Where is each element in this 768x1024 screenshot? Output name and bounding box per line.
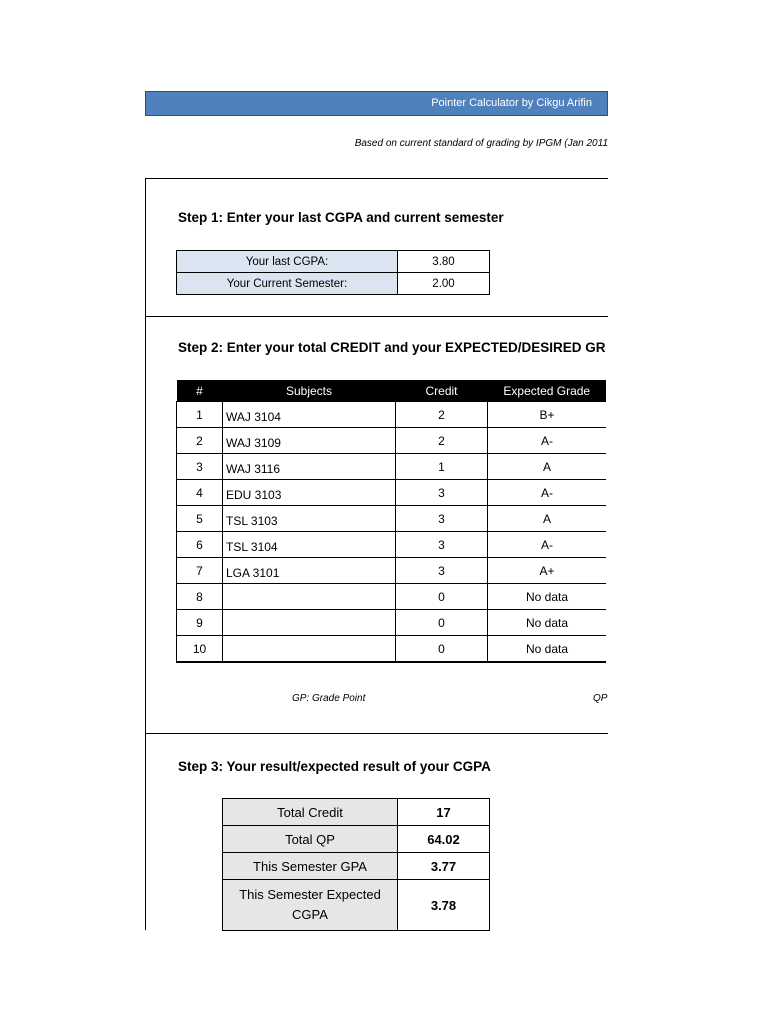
grade-input[interactable]: A- [488,532,607,558]
row-number: 3 [177,454,223,480]
grade-input[interactable]: A [488,454,607,480]
table-row [177,558,607,584]
table-header-row [177,380,607,402]
grading-standard-note: Based on current standard of grading by IPGM (Jan 2011 [354,138,608,149]
grade-input[interactable]: A [488,506,607,532]
grade-input[interactable]: A- [488,428,607,454]
grade-input[interactable]: No data [488,636,607,663]
result-table [222,798,490,931]
step2-heading: Step 2: Enter your total CREDIT and your EXPECTED/DESIRED GR [178,340,606,355]
current-semester-input[interactable]: 2.00 [398,273,490,295]
table-row [177,428,607,454]
section-divider-step3 [145,733,608,734]
column-header-credit: Credit [396,380,488,402]
calculator-title: Pointer Calculator by Cikgu Arifin [145,91,608,116]
table-row [177,251,490,273]
subject-input[interactable]: TSL 3103 [223,506,396,532]
expected-cgpa-value: 3.78 [398,880,490,931]
credit-input[interactable]: 0 [396,636,488,663]
table-row [177,636,607,663]
row-number: 9 [177,610,223,636]
grade-point-note: GP: Grade Point [292,693,366,704]
current-semester-label: Your Current Semester: [177,273,398,295]
step3-heading: Step 3: Your result/expected result of your CGPA [178,759,491,774]
subject-input[interactable]: LGA 3101 [223,558,396,584]
row-number: 6 [177,532,223,558]
table-row [223,826,490,853]
grade-input[interactable]: B+ [488,402,607,428]
subject-input[interactable] [223,636,396,663]
subject-input[interactable]: WAJ 3109 [223,428,396,454]
column-header-subjects: Subjects [223,380,396,402]
subjects-table [176,380,606,663]
table-row [223,880,490,931]
credit-input[interactable]: 0 [396,584,488,610]
row-number: 7 [177,558,223,584]
section-divider-step2 [145,316,608,317]
grade-input[interactable]: No data [488,584,607,610]
row-number: 4 [177,480,223,506]
total-credit-label: Total Credit [223,799,398,826]
credit-input[interactable]: 2 [396,402,488,428]
credit-input[interactable]: 2 [396,428,488,454]
table-row [223,853,490,880]
total-qp-value: 64.02 [398,826,490,853]
credit-input[interactable]: 3 [396,532,488,558]
last-cgpa-input[interactable]: 3.80 [398,251,490,273]
table-row [177,532,607,558]
credit-input[interactable]: 3 [396,480,488,506]
credit-input[interactable]: 1 [396,454,488,480]
row-number: 1 [177,402,223,428]
table-row [177,454,607,480]
row-number: 8 [177,584,223,610]
subject-input[interactable]: WAJ 3104 [223,402,396,428]
semester-gpa-label: This Semester GPA [223,853,398,880]
credit-input[interactable]: 3 [396,558,488,584]
credit-input[interactable]: 3 [396,506,488,532]
table-row [177,402,607,428]
table-row [177,584,607,610]
subject-input[interactable] [223,584,396,610]
subject-input[interactable] [223,610,396,636]
total-credit-value: 17 [398,799,490,826]
table-row [177,480,607,506]
column-header-expected-grade: Expected Grade [488,380,607,402]
subject-input[interactable]: TSL 3104 [223,532,396,558]
grade-input[interactable]: A- [488,480,607,506]
step1-heading: Step 1: Enter your last CGPA and current semester [178,210,504,225]
table-row [223,799,490,826]
table-row [177,610,607,636]
grade-input[interactable]: A+ [488,558,607,584]
expected-cgpa-label: This Semester Expected CGPA [223,880,398,931]
quality-point-note: QP [593,693,608,704]
subject-input[interactable]: WAJ 3116 [223,454,396,480]
subject-input[interactable]: EDU 3103 [223,480,396,506]
section-divider-top [145,178,608,179]
row-number: 2 [177,428,223,454]
semester-gpa-value: 3.77 [398,853,490,880]
last-cgpa-label: Your last CGPA: [177,251,398,273]
cgpa-input-table [176,250,490,295]
table-row [177,506,607,532]
total-qp-label: Total QP [223,826,398,853]
grade-input[interactable]: No data [488,610,607,636]
row-number: 10 [177,636,223,663]
row-number: 5 [177,506,223,532]
column-header-number: # [177,380,223,402]
credit-input[interactable]: 0 [396,610,488,636]
left-border-line [145,178,146,930]
table-row [177,273,490,295]
